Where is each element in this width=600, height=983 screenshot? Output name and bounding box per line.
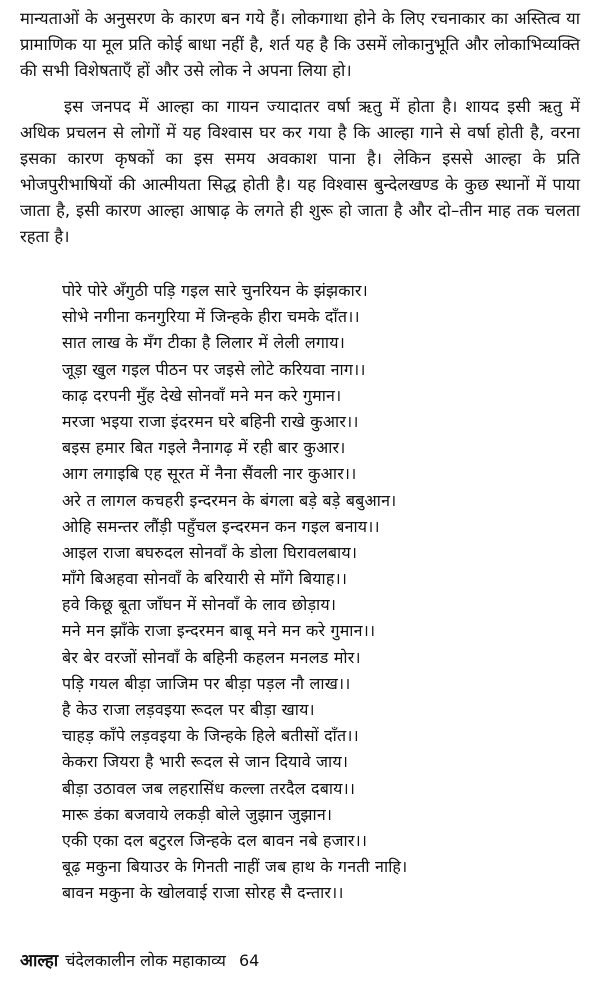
verse-line: ओहि समन्तर लौंड़ी पहुँचल इन्दरमन कन गइल बनाय।। [62, 516, 380, 536]
verse-line: काढ़ दरपनी मुँह देखे सोनवाँ मने मन करे गुमान। [62, 385, 342, 405]
verse-line: हवे किछू बूता जाँघन में सोनवाँ के लाव छोड़ाय। [62, 595, 337, 615]
verse-line: केकरा जियरा है भारी रूदल से जान दियावे जाय। [62, 752, 349, 772]
book-subtitle: चंदेलकालीन लोक महाकाव्य [65, 951, 226, 970]
book-title-brand: आल्हा [20, 951, 59, 971]
verse-line: बीड़ा उठावल जब लहरासिंध कल्ला तरदैल दबाय।। [62, 778, 356, 798]
verse-line: बूढ़ मकुना बियाउर के गिनती नाहीं जब हाथ के गनती नाहि। [62, 857, 408, 877]
verse-line: आग लगाइबि एह सूरत में नैना सैंवली नार कुआर।। [62, 464, 357, 484]
page-number: 64 [238, 951, 260, 970]
verse-line: मारू डंका बजवाये लकड़ी बोले जुझान जुझान। [62, 804, 333, 824]
verse-line: माँगे बिअहवा सोनवाँ के बरियारी से माँगे बियाह।। [62, 569, 348, 589]
verse-line: सात लाख के मँग टीका है लिलार में लेली लगाय। [62, 333, 346, 353]
verse-line: पड़ि गयल बीड़ा जाजिम पर बीड़ा पड़ल नौ लाख।। [62, 673, 351, 693]
verse-line: चाहड़ काँपे लड़वइया के जिन्हके हिले बतीसों दाँत।। [62, 726, 359, 746]
verse-line: पोरे पोरे अँगुठी पड़ि गइल सारे चुनरियन के झंझकार। [62, 281, 368, 300]
verse-line: मरजा भइया राजा इंदरमन घरे बहिनी राखे कुआर।। [62, 411, 359, 431]
verse-line: अरे त लागल कचहरी इन्दरमन के बंगला बड़े बड़े बबुआन। [62, 490, 397, 510]
verse-line: बइस हमार बित गइले नैनागढ़ में रही बार कुआर। [62, 438, 346, 458]
verse-line: जूड़ा खुल गइल पीठन पर जइसे लोटे करियवा नाग।। [62, 359, 366, 379]
verse-line: बेर बेर वरजों सोनवाँ के बहिनी कहलन मनलड मोर। [62, 647, 361, 667]
verse-line: सोभे नगीना कनगुरिया में जिन्हके हीरा चमके दाँत।। [62, 307, 360, 327]
paragraph-alha-season: इस जनपद में आल्हा का गायन ज्यादातर वर्षा ऋतु में होता है। शायद इसी ऋतु में अधिक प्रचलन से लोगों में यह विश्वास घर कर गया है कि आल्हा गाने से वर्षा होती है, वरना इसका कारण कृषकों का इस समय अवकाश पाना है। लेकिन इससे आल्हा के प्रति भोजपुरीभाषियों की आत्मीयता सिद्ध होती है। यह विश्वास बुन्देलखण्ड के कुछ स्थानों में पाया जाता है, इसी कारण आल्हा आषाढ़ के लगते ही शुरू हो जाता है और दो–तीन माह तक चलता रहता है। [20, 97, 580, 246]
paragraph-continuation: मान्यताओं के अनुसरण के कारण बन गये हैं। लोकगाथा होने के लिए रचनाकार का अस्तित्व या प्रामाणिक या मूल प्रति कोई बाधा नहीं है, शर्त यह है कि उसमें लोकानुभूति और लोकाभिव्यक्ति की सभी विशेषताएँ हों और उसे लोक ने अपना लिया हो। [20, 9, 580, 80]
prose-section [20, 6, 580, 250]
verse-line: आइल राजा बघरुदल सोनवाँ के डोला घिरावलबाय। [62, 542, 358, 562]
verse-line: मने मन झाँके राजा इन्दरमन बाबू मने मन करे गुमान।। [62, 621, 376, 641]
verse-line: एकी एका दल बटुरल जिन्हके दल बावन नबे हजार।। [62, 830, 368, 850]
verse-block [62, 278, 592, 907]
verse-line: है केउ राजा लड़वइया रूदल पर बीड़ा खाय। [62, 700, 315, 719]
verse-line: बावन मकुना के खोलवाई राजा सोरह सै दन्तार।। [62, 883, 344, 903]
page-footer [20, 950, 259, 972]
